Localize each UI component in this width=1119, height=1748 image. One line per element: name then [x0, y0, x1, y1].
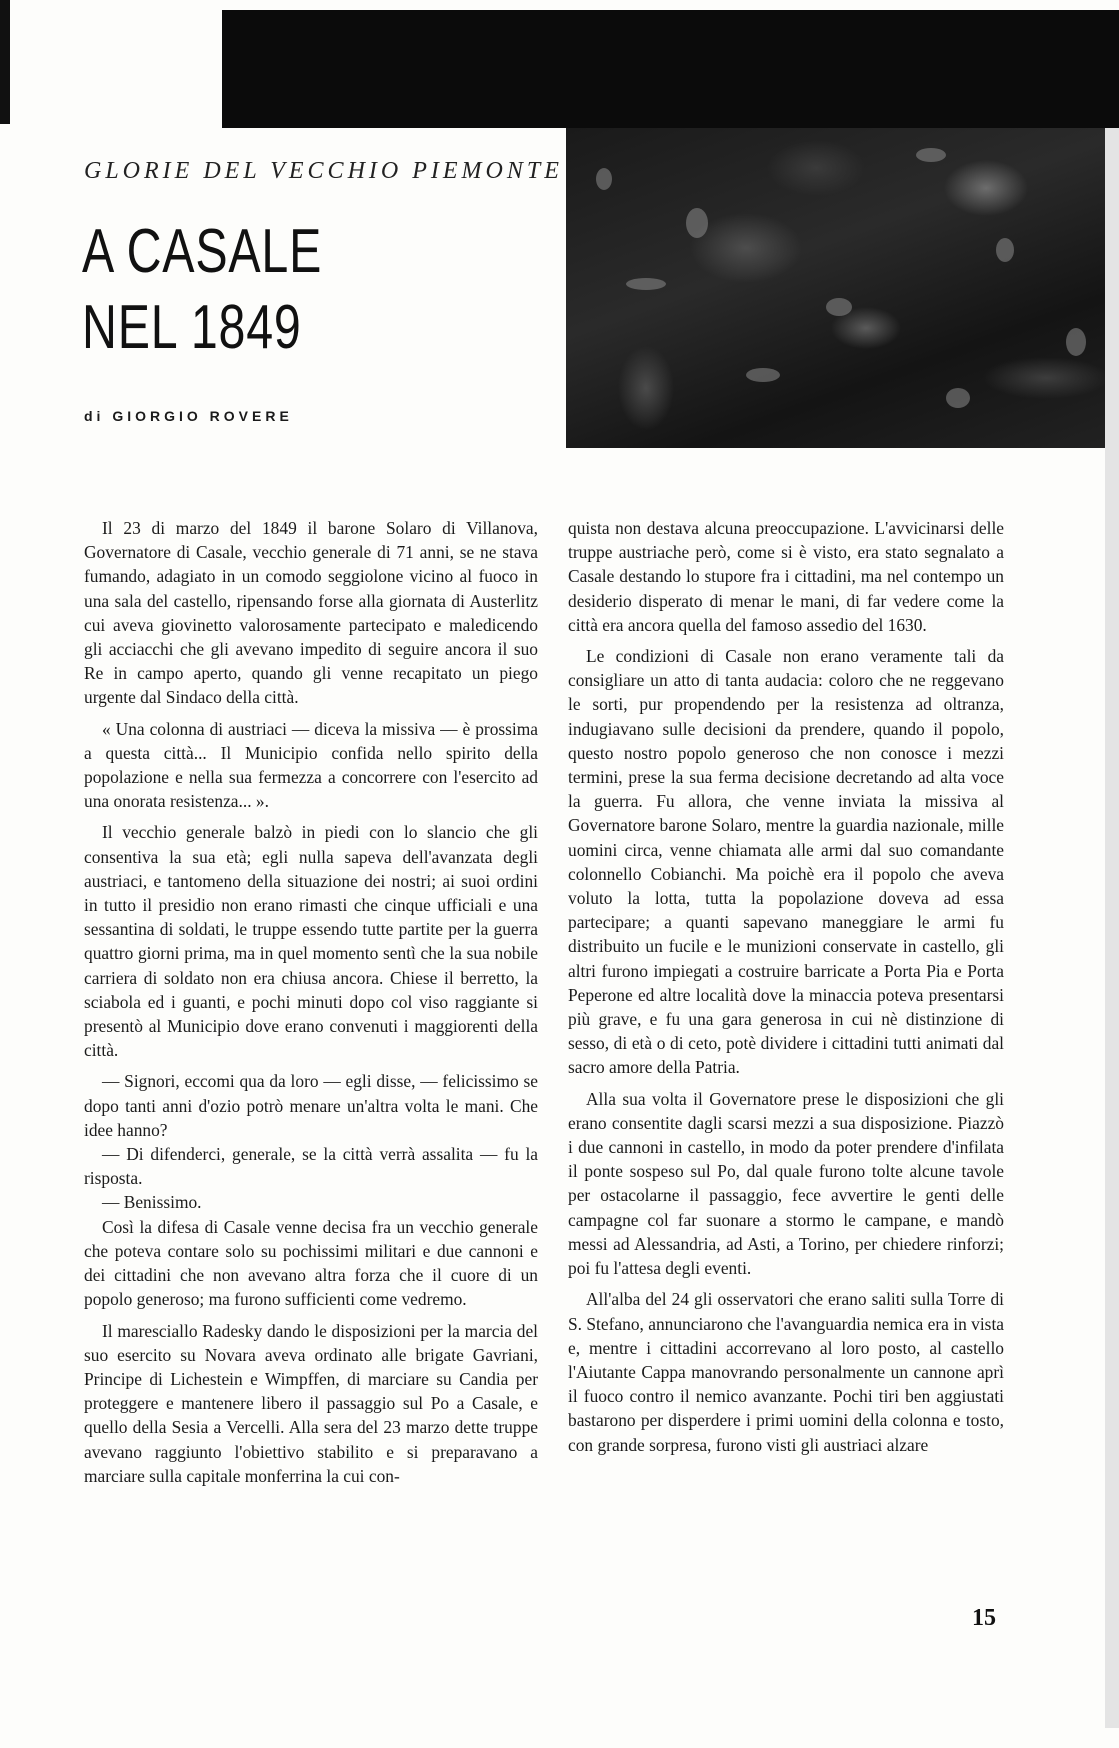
scan-edge-right	[1105, 128, 1119, 1728]
paragraph: All'alba del 24 gli osservatori che erano saliti sulla Torre di S. Stefano, annunciarono che l'avanguardia nemica era in vista e, mentre i cittadini accorrevano al loro posto, al castello l'Aiutante Cappa manovrando personalmente un cannone aprì il fuoco contro il nemico avanzante. Pochi tiri ben aggiustati bastarono per disperdere i primi uomini della colonna e tosto, con grande sorpresa, furono visti gli austriaci alzare	[568, 1289, 1004, 1455]
paragraph: quista non destava alcuna preoccupazione. L'avvicinarsi delle truppe austriache però, come si è visto, era stato segnalato a Casale destando lo stupore fra i cittadini, ma nel contempo un desiderio disperato di menar le mani, di far vedere come la città era ancora quella del famoso assedio del 1630.	[568, 518, 1004, 635]
scan-edge-left	[0, 0, 10, 124]
article-title-line-2: NEL 1849	[82, 293, 302, 362]
article-title-line-1: A CASALE	[82, 217, 323, 286]
paragraph: Così la difesa di Casale venne decisa fra un vecchio generale che poteva contare solo su pochissimi militari e due cannoni e dei cittadini che non avevano altra forza che il cuore di un popolo generoso; ma furono sufficienti come vedremo.	[84, 1216, 538, 1310]
paragraph: — Benissimo.	[102, 1192, 202, 1213]
scan-dark-band	[222, 10, 1119, 128]
series-title: GLORIE DEL VECCHIO PIEMONTE	[84, 158, 563, 184]
paragraph: Il maresciallo Radesky dando le disposizioni per la marcia del suo esercito su Novara aveva ordinato alle brigate Gavriani, Principe di Lichestein e Wimpffen, di marciare su Candia per proteggere e mantenere libero il passaggio sul Po a Casale, e quello della Sesia a Vercelli. Alla sera del 23 marzo dette truppe avevano raggiunto l'obiettivo stabilito e si preparavano a marciare sulla capitale monferrina la cui con-	[84, 1320, 538, 1486]
text-column-left	[84, 516, 538, 1495]
page-number: 15	[972, 1605, 996, 1631]
paragraph: — Di difenderci, generale, se la città verrà assalita — fu la risposta.	[84, 1144, 538, 1189]
author-byline: di GIORGIO ROVERE	[84, 408, 293, 424]
text-column-right	[568, 516, 1004, 1464]
paragraph: Alla sua volta il Governatore prese le disposizioni che gli erano consentite dagli scarsi mezzi a sua disposizione. Piazzò i due cannoni in castello, in modo da poter prendere d'infilata il ponte sospeso sul Po, dal quale furono tolte alcune tavole per ostacolarne il passaggio, fece avvertire le genti delle campagne col far suonare a stormo le campane, e mandò messi ad Alessandria, ad Asti, a Torino, per chiedere rinforzi; poi fu l'attesa degli eventi.	[568, 1088, 1004, 1279]
paragraph: « Una colonna di austriaci — diceva la missiva — è prossima a questa città... Il Municipio confida nello spirito della popolazione e nella sua fermezza a concorrere con l'esercito ad una onorata resistenza... ».	[84, 718, 538, 812]
paragraph: Le condizioni di Casale non erano veramente tali da consigliare un atto di tanta audacia: coloro che ne reggevano le sorti, pur propendendo per la resistenza ad oltranza, indugiavano sulle decisioni da prendere, quando il popolo, questo nostro popolo generoso che non conosce i mezzi termini, prese la sua ferma decisione decretando ad alta voce la guerra. Fu allora, che venne inviata la missiva al Governatore barone Solaro, mentre la guardia nazionale, mille uomini circa, venne chiamata alle armi dal suo comandante colonnello Cobianchi. Ma poichè era il popolo che aveva voluto la lotta, tutta la popolazione doveva ad essa partecipare; a quanti sapevano maneggiare le armi fu distribuito un fucile e le munizioni conservate in castello, gli altri furono impiegati a costruire barricate a Porta Pia e Porta Peperone ed altre località dove la minaccia poteva presentarsi più grave, e fu una gara generosa in cui nè distinzione di sesso, di età o di ceto, potè dividere i cittadini tutti animati dal sacro amore della Patria.	[568, 646, 1004, 1078]
battle-photo	[566, 128, 1119, 448]
paragraph: — Signori, eccomi qua da loro — egli disse, — felicissimo se dopo tanti anni d'ozio potrò menare un'altra volta le mani. Che idee hanno?	[84, 1071, 538, 1140]
paragraph: Il vecchio generale balzò in piedi con lo slancio che gli consentiva la sua età; egli nulla sapeva dell'avanzata degli austriaci, e tantomeno della situazione dei nostri; ai suoi ordini in tutto il presidio non erano rimasti che cinque ufficiali e una sessantina di soldati, le truppe essendo tutte partite per la guerra quattro giorni prima, ma in quel momento sentì che la sua nobile carriera di soldato non era chiusa ancora. Chiese il berretto, la sciabola ed i guanti, e pochi minuti dopo col viso raggiante si presentò al Municipio dove erano convenuti i maggiorenti della città.	[84, 822, 538, 1061]
paragraph: Il 23 di marzo del 1849 il barone Solaro di Villanova, Governatore di Casale, vecchio generale di 71 anni, se ne stava fumando, adagiato in un comodo seggiolone vicino al fuoco in una sala del castello, ripensando forse alla giornata di Austerlitz cui aveva giovinetto valorosamente partecipato e maledicendo gli acciacchi che gli avevano impedito di seguire ancora il suo Re in campo aperto, quando gli venne recapitato un piego urgente dal Sindaco della città.	[84, 518, 538, 708]
